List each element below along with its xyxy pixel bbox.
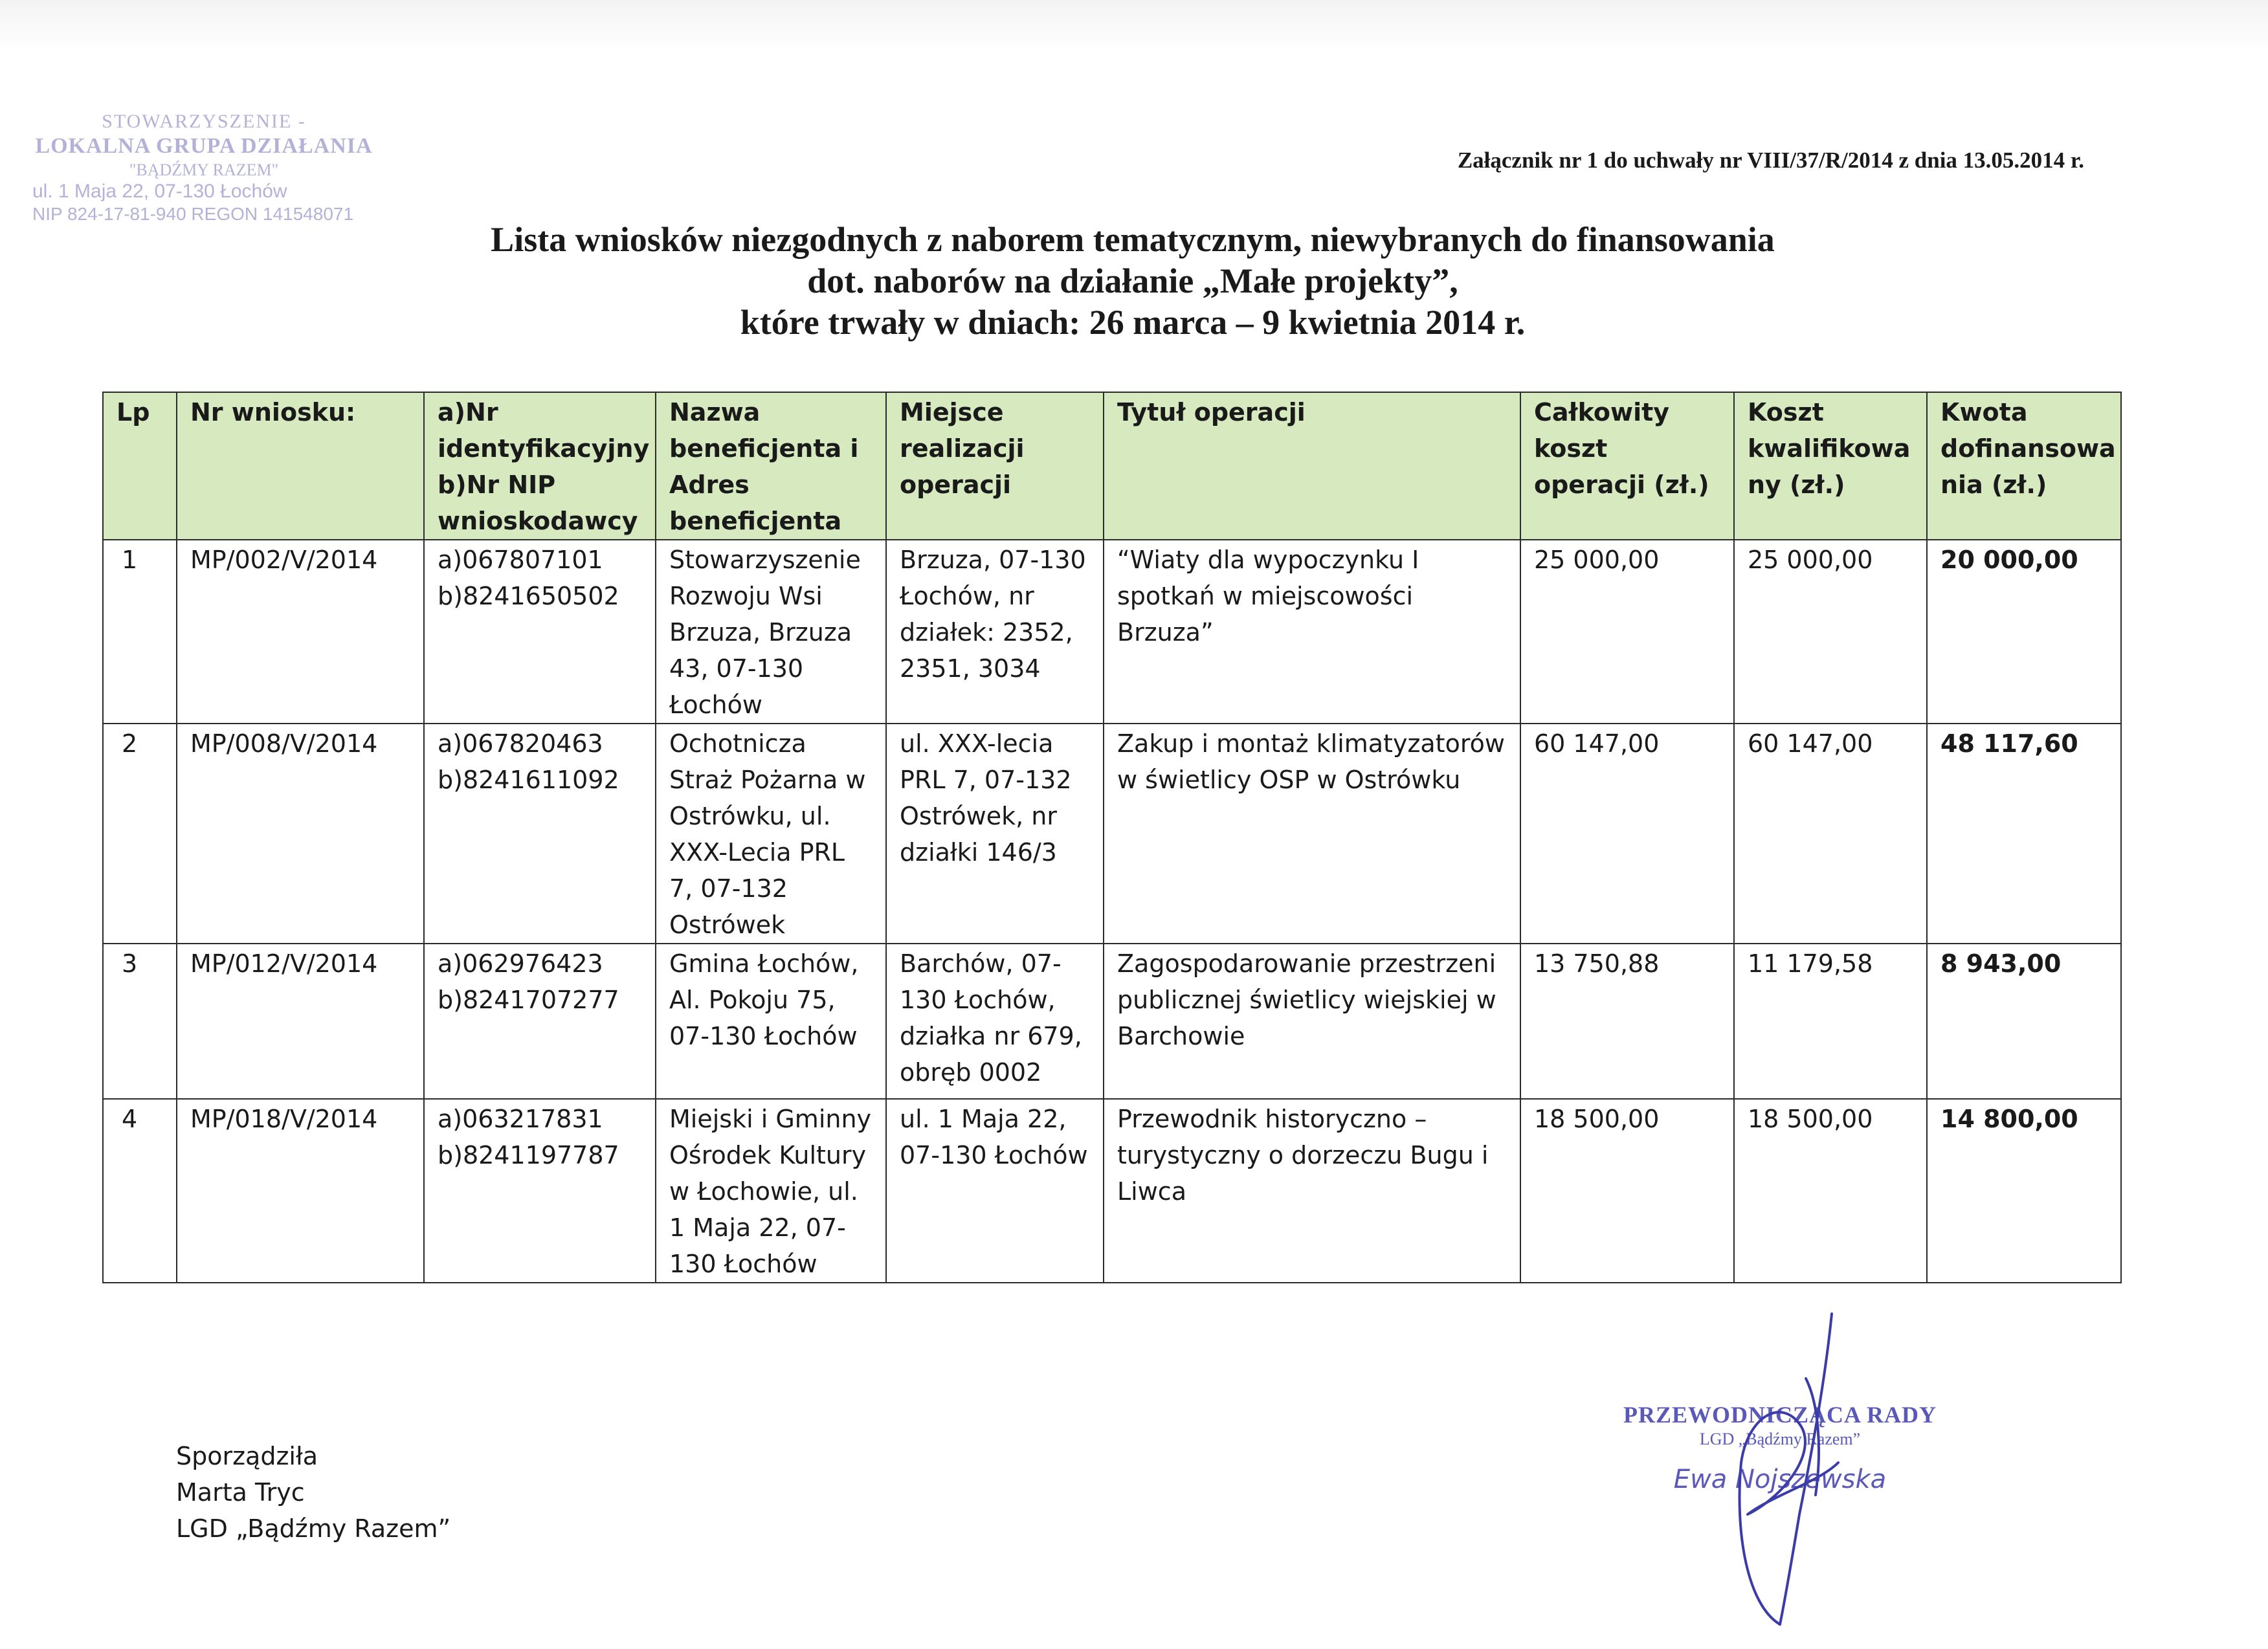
prepared-label: Sporządziła [176,1442,318,1470]
cell-identifiers [424,1099,656,1283]
cell-eligible-cost: 25 000,00 [1734,540,1927,724]
cell-application-number: MP/008/V/2014 [177,724,424,944]
table-row [103,724,2121,944]
cell-lp: 1 [103,540,177,724]
stamp-line: STOWARZYSZENIE - [102,111,306,132]
title-line: dot. naborów na działanie „Małe projekty”, [807,261,1458,300]
identification-number: a)063217831 [438,1105,603,1133]
document-title [362,219,1903,343]
header-identifiers: a)Nr identyfikacyjny b)Nr NIP wnioskodawcy [424,392,656,540]
header-total-cost: Całkowity koszt operacji (zł.) [1520,392,1734,540]
table-header-row [103,392,2121,540]
header-operation-title: Tytuł operacji [1104,392,1520,540]
nip-number: b)8241197787 [438,1141,619,1169]
cell-grant-amount: 8 943,00 [1927,944,2121,1099]
cell-location: ul. 1 Maja 22, 07-130 Łochów [886,1099,1104,1283]
nip-number: b)8241611092 [438,766,619,794]
cell-operation-title: Zagospodarowanie przestrzeni publicznej świetlicy wiejskiej w Barchowie [1104,944,1520,1099]
cell-identifiers [424,724,656,944]
cell-beneficiary: Ochotnicza Straż Pożarna w Ostrówku, ul. XXX-Lecia PRL 7, 07-132 Ostrówek [656,724,886,944]
cell-total-cost: 18 500,00 [1520,1099,1734,1283]
cell-grant-amount: 14 800,00 [1927,1099,2121,1283]
cell-application-number: MP/012/V/2014 [177,944,424,1099]
cell-total-cost: 13 750,88 [1520,944,1734,1099]
cell-grant-amount: 20 000,00 [1927,540,2121,724]
prepared-organization: LGD „Bądźmy Razem” [176,1514,451,1543]
cell-total-cost: 25 000,00 [1520,540,1734,724]
cell-beneficiary: Miejski i Gminny Ośrodek Kultury w Łochowie, ul. 1 Maja 22, 07-130 Łochów [656,1099,886,1283]
title-line: Lista wniosków niezgodnych z naborem tematycznym, niewybranych do finansowania [491,220,1775,259]
cell-beneficiary: Stowarzyszenie Rozwoju Wsi Brzuza, Brzuza 43, 07-130 Łochów [656,540,886,724]
cell-lp: 2 [103,724,177,944]
header-beneficiary: Nazwa beneficjenta i Adres beneficjenta [656,392,886,540]
identification-number: a)067820463 [438,729,603,758]
nip-number: b)8241707277 [438,986,619,1014]
chair-organization: LGD „Bądźmy Razem” [1699,1430,1861,1448]
cell-eligible-cost: 60 147,00 [1734,724,1927,944]
identification-number: a)067807101 [438,546,603,574]
annex-reference: Załącznik nr 1 do uchwały nr VIII/37/R/2014 z dnia 13.05.2014 r. [1457,148,2084,173]
cell-eligible-cost: 11 179,58 [1734,944,1927,1099]
title-line: które trwały w dniach: 26 marca – 9 kwietnia 2014 r. [740,303,1526,342]
stamp-line: LOKALNA GRUPA DZIAŁANIA [35,134,373,158]
chair-name: Ewa Nojszewska [1673,1465,1887,1494]
cell-grant-amount: 48 117,60 [1927,724,2121,944]
cell-location: Barchów, 07-130 Łochów, działka nr 679, obręb 0002 [886,944,1104,1099]
applications-table [102,392,2122,1283]
cell-total-cost: 60 147,00 [1520,724,1734,944]
nip-number: b)8241650502 [438,582,619,610]
header-eligible-cost: Koszt kwalifikowa ny (zł.) [1734,392,1927,540]
header-location: Miejsce realizacji operacji [886,392,1104,540]
cell-operation-title: Zakup i montaż klimatyzatorów w świetlicy OSP w Ostrówku [1104,724,1520,944]
cell-lp: 3 [103,944,177,1099]
header-application-number: Nr wniosku: [177,392,424,540]
stamp-line: "BĄDŹMY RAZEM" [129,160,279,179]
cell-lp: 4 [103,1099,177,1283]
table-row [103,944,2121,1099]
table-row [103,1099,2121,1283]
table-row [103,540,2121,724]
cell-identifiers [424,944,656,1099]
cell-location: Brzuza, 07-130 Łochów, nr działek: 2352, 2351, 3034 [886,540,1104,724]
prepared-name: Marta Tryc [176,1478,305,1507]
cell-application-number: MP/002/V/2014 [177,540,424,724]
stamp-line: ul. 1 Maja 22, 07-130 Łochów [32,180,287,202]
scan-top-edge [0,0,2268,52]
header-lp: Lp [103,392,177,540]
prepared-by [176,1438,450,1547]
cell-operation-title: Przewodnik historyczno – turystyczny o dorzeczu Bugu i Liwca [1104,1099,1520,1283]
cell-beneficiary: Gmina Łochów, Al. Pokoju 75, 07-130 Łochów [656,944,886,1099]
stamp-line: NIP 824-17-81-940 REGON 141548071 [32,203,354,224]
header-grant-amount: Kwota dofinansowa nia (zł.) [1927,392,2121,540]
handwritten-signature [1670,1301,1877,1637]
identification-number: a)062976423 [438,949,603,978]
cell-location: ul. XXX-lecia PRL 7, 07-132 Ostrówek, nr działki 146/3 [886,724,1104,944]
cell-operation-title: “Wiaty dla wypoczynku I spotkań w miejscowości Brzuza” [1104,540,1520,724]
cell-application-number: MP/018/V/2014 [177,1099,424,1283]
chair-role: PRZEWODNICZĄCA RADY [1623,1402,1937,1428]
cell-eligible-cost: 18 500,00 [1734,1099,1927,1283]
cell-identifiers [424,540,656,724]
association-stamp [13,110,395,225]
